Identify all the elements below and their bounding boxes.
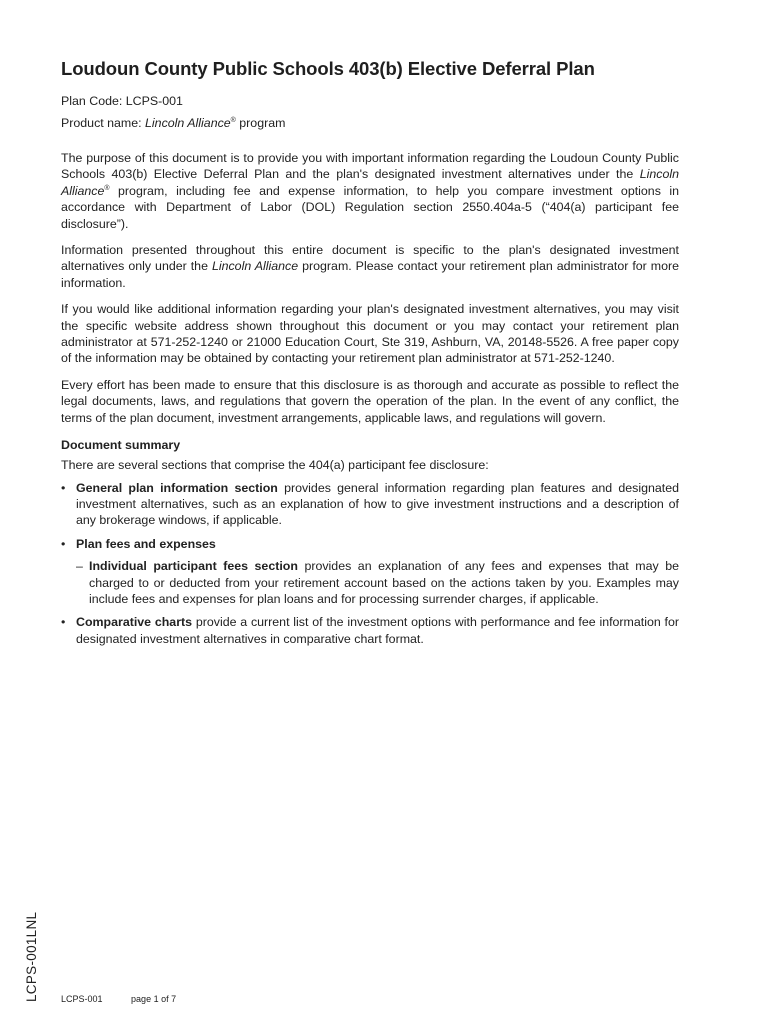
bullet-icon: • (61, 480, 66, 495)
intro-paragraph-3: If you would like additional information regarding your plan's designated investment alternatives, you may visit the specific website address shown throughout this document or you may contact your retirement plan administrator at 571-252-1240 or 21000 Education Court, Ste 319, Ashburn, VA, 20148-5526. A free paper copy of the information may be obtained by contacting your retirement plan administrator at 571-252-1240. (61, 302, 679, 366)
item-text: provides general information regarding plan features and designated investment alternatives, such as an explanation of how to give investment instructions and a description of any brokerage windows, if applicable. (76, 480, 680, 528)
registered-mark: ® (230, 116, 236, 124)
intro-p2-text-b: program. Please contact your retirement plan administrator for more information. (61, 259, 680, 290)
summary-list (61, 480, 679, 648)
sub-item-text: provides an explanation of any fees and expenses that may be charged to or deducted from your retirement account based on the actions taken by you. Examples may include fees and expenses for plan loans and for processing surrender charges, if applicable. (89, 559, 679, 606)
product-name-line (61, 114, 679, 132)
intro-paragraph-2 (61, 242, 679, 291)
sub-list-item (76, 558, 679, 607)
intro-p2-italic: Lincoln Alliance (211, 259, 299, 274)
item-title: General plan information section (76, 480, 278, 495)
intro-paragraph-1 (61, 150, 679, 232)
list-item (61, 480, 679, 529)
intro-paragraph-4: Every effort has been made to ensure that this disclosure is as thorough and accurate as possible to reflect the legal documents, laws, and regulations that govern the operation of the plan. In the event of any conflict, the terms of the plan document, investment arrangements, applicable laws, and regulations will govern. (61, 377, 679, 425)
list-item (61, 536, 679, 608)
sub-item-title: Individual participant fees section (89, 559, 298, 574)
page-content (61, 58, 679, 654)
product-suffix: program (235, 116, 286, 130)
dash-icon: – (76, 559, 83, 574)
product-prefix: Product name: (61, 116, 146, 130)
list-item (61, 614, 679, 647)
bullet-icon: • (61, 615, 66, 630)
item-text: provide a current list of the investment options with performance and fee information for designated investment alternatives in comparative chart format. (76, 615, 679, 646)
item-title: Comparative charts (76, 615, 193, 630)
product-name: Lincoln Alliance (145, 116, 231, 130)
plan-code: Plan Code: LCPS-001 (61, 94, 183, 108)
page-title: Loudoun County Public Schools 403(b) Elective Deferral Plan (61, 58, 595, 79)
summary-heading: Document summary (61, 438, 181, 453)
intro-p1-italic: Lincoln Alliance (61, 167, 679, 198)
intro-p1-text-a: The purpose of this document is to provide you with important information regarding the Loudoun County Public Schools 403(b) Elective Deferral Plan and the plan's designated investment alternatives under the (61, 151, 679, 182)
page-number: page 1 of 7 (131, 994, 177, 1004)
page-footer (61, 994, 176, 1004)
item-title: Plan fees and expenses (76, 536, 216, 551)
intro-p1-text-b: program, including fee and expense information, to help you compare investment options in accordance with Department of Labor (DOL) Regulation section 2550.404a-5 (“404(a) participant fee disclosure”). (61, 183, 679, 231)
bullet-icon: • (61, 536, 66, 551)
intro-p1-registered: ® (104, 184, 110, 192)
intro-p2-text-a: Information presented throughout this entire document is specific to the plan's designated investment alternatives only under the (61, 243, 679, 274)
summary-lead: There are several sections that comprise the 404(a) participant fee disclosure: (61, 458, 489, 473)
footer-code: LCPS-001 (61, 994, 103, 1004)
side-document-code: LCPS-001LNL (24, 911, 39, 1002)
